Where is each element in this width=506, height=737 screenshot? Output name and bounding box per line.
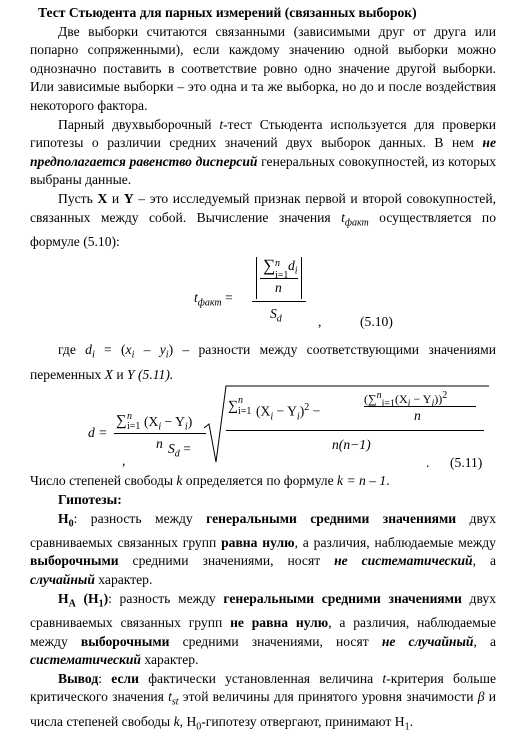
sum-lower: i=1 (275, 270, 289, 282)
equation-number-510: (5.10) (360, 314, 393, 330)
sd-fraction-bar (226, 430, 484, 431)
mean-numerator-expr: $(X_i - Y_i)$ (144, 414, 193, 434)
sd-denominator: n(n−1) (332, 437, 371, 453)
abs-right-bar (301, 257, 302, 299)
mean-sum-upper: n (127, 411, 132, 423)
paragraph-variables: Пусть X и Y – это исследуемый признак первой и второй совокупностей, связанных между собой. Вычисление значения $t_{факт}$ осуществляется по формуле (5.10): (30, 190, 497, 249)
hypotheses-header: Гипотезы: (58, 491, 122, 507)
mean-denominator: n (156, 436, 163, 452)
sd-sum-lower: i=1 (238, 406, 252, 418)
sd-inner-denominator: n (414, 408, 421, 424)
inner-denominator: n (275, 280, 282, 296)
sd-sum-expr: $(X_i - Y_i)^2$ − (256, 402, 321, 423)
paragraph-degrees-freedom: Число степеней свободы k определяется по формуле k = n – 1. (30, 473, 390, 489)
sd-period: . (426, 455, 430, 471)
main-fraction-bar (252, 301, 306, 302)
mean-sum-lower: i=1 (127, 421, 141, 433)
equation-number-511: (5.11) (450, 455, 483, 471)
sum-term: $d_i$ (288, 258, 298, 278)
sd-sum-upper: n (238, 395, 243, 407)
eq510-lhs: $t_{факт}$ = (194, 290, 233, 310)
mean-sum-symbol: ∑ (116, 413, 127, 430)
hypothesis-ha: $H_A$ $(H_1)$: разность между генеральными средними значениями двух сравниваемых связанных групп не равна нулю, а различия, наблюдаемые между выборочными средними значениями, носят не случайный, а систематический характер. (30, 590, 497, 668)
mean-d-lhs: d = (88, 425, 108, 441)
paragraph-paired-test: Парный двухвыборочный t-тест Стьюдента используется для проверки гипотезы о различии средних значений двух выборок данных. В нем не предполагается равенство дисперсий генеральных совокупностей, из которых выбраны данные. (30, 116, 496, 188)
mean-fraction-bar (114, 433, 206, 434)
sd-inner-numerator: $(\sum^n_{i=1}(X_i - Y_i))^2$ (364, 390, 448, 410)
paragraph-definition: Две выборки считаются связанными (зависимыми друг от друга или попарно сопряженными), если каждому значению одной выборки можно однозначно поставить в соответствие ровно одно значение другой выборки. Или зависимые выборки – это одна и та же выборка, но до и после воздействия некоторого фактора. (30, 23, 496, 113)
page (30, 4, 496, 737)
eq510-comma: , (318, 314, 322, 330)
equation-5-10 (30, 251, 496, 341)
equation-5-11 (30, 384, 496, 472)
paragraph-differences: где $d_i = (x_i - y_i)$ – разности между соответствующими значениями переменных X и Y (5.11). (30, 342, 497, 382)
section-title: Тест Стьюдента для парных измерений (связанных выборок) (38, 5, 417, 20)
sd-lhs: $S_d$ = (168, 441, 191, 461)
conclusion-paragraph: Вывод: если фактически установленная величина t-критерия больше критического значения $t_{st}$ этой величины для принятого уровня значимости β и числа степеней свободы k, $H_0$-гипотезу отвергают, принимают $H_1$. (30, 670, 496, 733)
sd-sum-symbol: ∑ (228, 399, 238, 415)
mean-comma: , (122, 453, 126, 469)
hypothesis-h0: $H_0$: разность между генеральными средними значениями двух сравниваемых связанных групп равна нулю, а различия, наблюдаемые между выборочными средними значениями, носят не систематический, а случайный характер. (30, 510, 497, 588)
sum-upper: n (275, 258, 280, 270)
sum-symbol: ∑ (263, 256, 276, 276)
abs-left-bar (256, 257, 257, 299)
main-denominator: $S_d$ (270, 306, 282, 326)
